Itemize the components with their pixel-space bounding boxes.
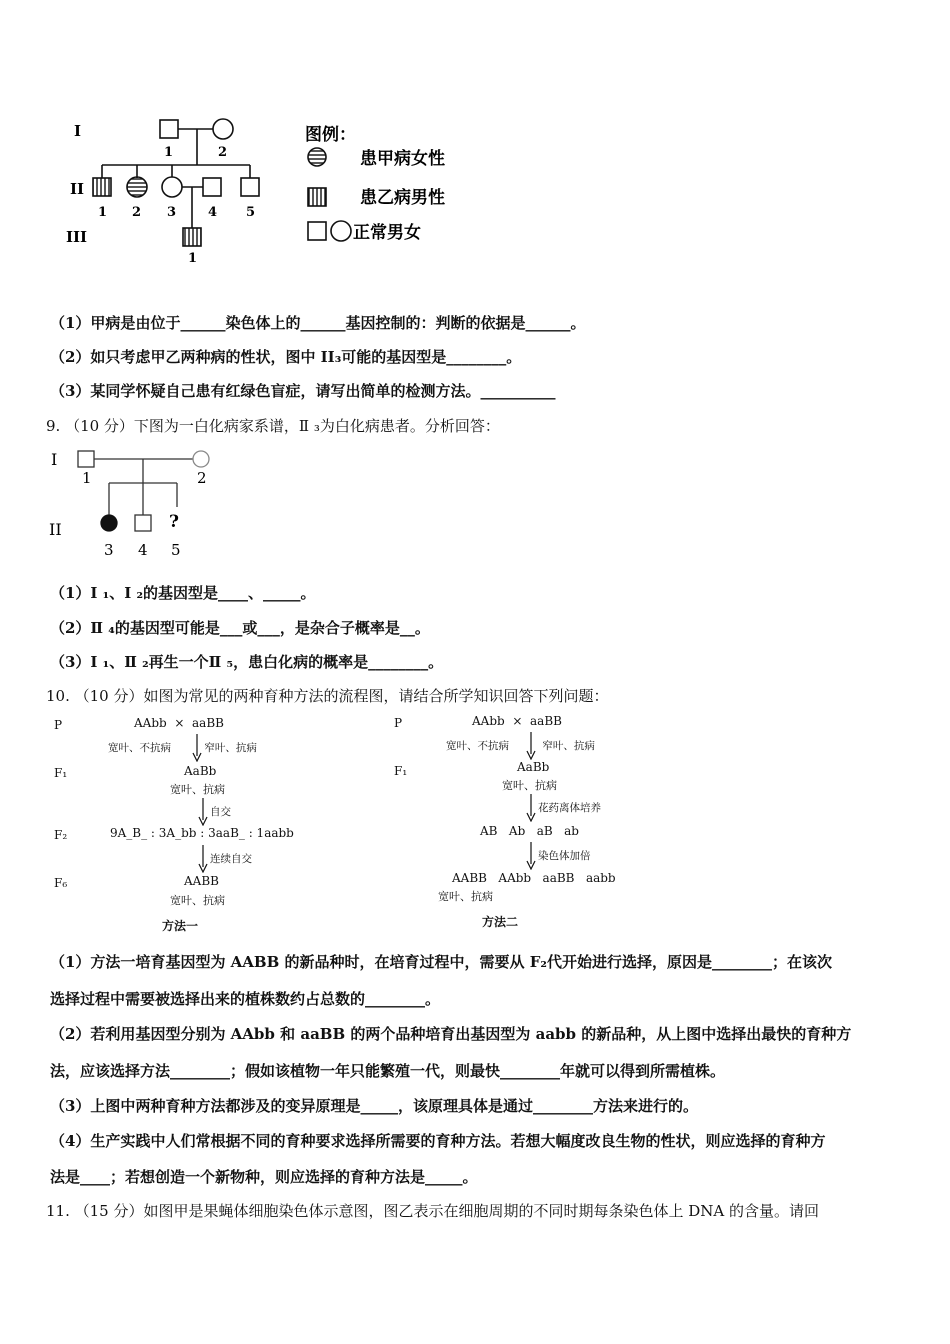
m1-f1: AaBb	[184, 764, 217, 778]
m2-parent-traits: 宽叶、不抗病 窄叶、抗病	[446, 740, 595, 752]
m2-gametes: AB Ab aB ab	[480, 824, 579, 838]
gen2-label-3: 3	[167, 205, 177, 220]
pedigree-figure-2	[45, 443, 245, 563]
m2-step2: 染色体加倍	[538, 850, 591, 862]
gen-label-I: I	[74, 122, 82, 140]
gen1-label-2: 2	[218, 145, 228, 160]
gen2-affected-female-2	[127, 177, 147, 197]
q10-q4-line-1: （4）生产实践中人们常根据不同的育种要求选择所需要的育种方法。若想大幅度改良生物的性状，则应选择的育种方	[50, 1132, 826, 1150]
m2-row-P: P	[394, 716, 403, 730]
q9-gen1-label-2: 2	[197, 469, 207, 487]
m2-result-trait: 宽叶、抗病	[438, 890, 493, 903]
q10-q2-line-1: （2）若利用基因型分别为 AAbb 和 aaBB 的两个品种培育出基因型为 aabb 的新品种，从上图中选择出最快的育种方	[50, 1025, 852, 1043]
m1-parent-traits: 宽叶、不抗病 窄叶、抗病	[108, 742, 257, 754]
method-2-diagram	[390, 710, 690, 935]
legend-circle-icon	[331, 221, 351, 241]
m2-f1: AaBb	[517, 760, 550, 774]
gen1-female-2	[213, 119, 233, 139]
q10-q2-line-2: 法，应该选择方法________；假如该植物一年只能繁殖一代，则最快________年就可以得到所需植株。	[50, 1062, 726, 1080]
q9-gen-label-II: II	[49, 520, 62, 539]
gen2-affected-male-1	[93, 178, 111, 196]
q11-title: 11. （15 分）如图甲是果蝇体细胞染色体示意图，图乙表示在细胞周期的不同时期每条染色体上 DNA 的含量。请回	[46, 1202, 820, 1220]
legend-item-2: 患乙病男性	[360, 188, 445, 208]
q10-q3-line: （3）上图中两种育种方法都涉及的变异原理是_____，该原理具体是通过________方法来进行的。	[50, 1097, 698, 1115]
q9-title: 9. （10 分）下图为一白化病家系谱，Ⅱ ₃为白化病患者。分析回答：	[46, 417, 500, 435]
gen1-label-1: 1	[164, 145, 174, 160]
gen2-label-4: 4	[208, 205, 218, 220]
gen2-male-4	[203, 178, 221, 196]
m1-caption: 方法一	[162, 919, 199, 933]
q9-gen2-affected-female-3	[101, 515, 117, 531]
pedigree-figure-1	[60, 110, 500, 270]
q9-gen1-label-1: 1	[82, 469, 92, 487]
q9-gen2-label-4: 4	[138, 541, 148, 559]
q8-line-2: （2）如只考虑甲乙两种病的性状，图中 II₃可能的基因型是________。	[50, 348, 522, 366]
m1-row-F2: F₂	[54, 828, 68, 842]
m1-row-F6: F₆	[54, 876, 68, 890]
legend-vstripe-square-icon	[308, 188, 326, 206]
q9-line-3: （3）Ⅰ ₁、Ⅱ ₂再生一个Ⅱ ₅，患白化病的概率是________。	[50, 653, 444, 671]
gen1-male-1	[160, 120, 178, 138]
legend-title: 图例：	[305, 125, 356, 145]
gen-label-II: II	[70, 180, 85, 198]
q9-line-2: （2）Ⅱ ₄的基因型可能是___或___，是杂合子概率是__。	[50, 619, 430, 637]
legend-hstripe-circle-icon	[308, 148, 326, 166]
gen2-label-2: 2	[132, 205, 142, 220]
m2-row-F1: F₁	[394, 764, 408, 778]
legend-item-3: 正常男女	[353, 223, 421, 243]
m1-f1-trait: 宽叶、抗病	[170, 783, 225, 796]
q9-line-1: （1）Ⅰ ₁、Ⅰ ₂的基因型是____、_____。	[50, 584, 316, 602]
q8-line-1: （1）甲病是由位于______染色体上的______基因控制的：判断的依据是______。	[50, 314, 586, 332]
method-1-diagram	[50, 712, 350, 937]
m2-result: AABB AAbb aaBB aabb	[452, 871, 616, 885]
q9-gen2-male-4	[135, 515, 151, 531]
q9-gen1-female-2	[193, 451, 209, 467]
q10-q1-line-1: （1）方法一培育基因型为 AABB 的新品种时，在培育过程中，需要从 F₂代开始进行选择，原因是________；在该次	[50, 953, 832, 971]
gen2-label-1: 1	[98, 205, 108, 220]
m2-f1-trait: 宽叶、抗病	[502, 779, 557, 792]
m1-f2: 9A_B_ : 3A_bb : 3aaB_ : 1aabb	[110, 826, 294, 840]
m1-row-F1: F₁	[54, 766, 68, 780]
q10-q4-line-2: 法是____；若想创造一个新物种，则应选择的育种方法是_____。	[50, 1168, 478, 1186]
gen2-female-3	[162, 177, 182, 197]
m1-cross: AAbb × aaBB	[134, 716, 224, 730]
gen2-label-5: 5	[246, 205, 256, 220]
m2-caption: 方法二	[482, 915, 519, 929]
q9-gen-label-I: I	[51, 450, 58, 469]
m1-row-P: P	[54, 718, 63, 732]
m1-f6: AABB	[184, 874, 219, 888]
q8-line-3: （3）某同学怀疑自己患有红绿色盲症，请写出简单的检测方法。__________	[50, 382, 556, 400]
gen3-label-1: 1	[188, 251, 198, 266]
q10-q1-line-2: 选择过程中需要被选择出来的植株数约占总数的________。	[50, 990, 441, 1008]
m2-cross: AAbb × aaBB	[472, 714, 562, 728]
gen-label-III: III	[66, 228, 88, 246]
legend-item-1: 患甲病女性	[360, 149, 445, 169]
gen3-affected-male-1	[183, 228, 201, 246]
gen2-male-5	[241, 178, 259, 196]
m1-step2: 连续自交	[210, 853, 252, 865]
q9-unknown-mark: ?	[169, 512, 179, 532]
q10-title: 10. （10 分）如图为常见的两种育种方法的流程图，请结合所学知识回答下列问题：	[46, 687, 609, 705]
m1-step1: 自交	[210, 806, 231, 818]
m1-f6-trait: 宽叶、抗病	[170, 894, 225, 907]
q9-gen2-label-5: 5	[171, 541, 181, 559]
m2-step1: 花药离体培养	[538, 802, 601, 814]
q9-gen2-label-3: 3	[104, 541, 114, 559]
q9-gen1-male-1	[78, 451, 94, 467]
legend-square-icon	[308, 222, 326, 240]
